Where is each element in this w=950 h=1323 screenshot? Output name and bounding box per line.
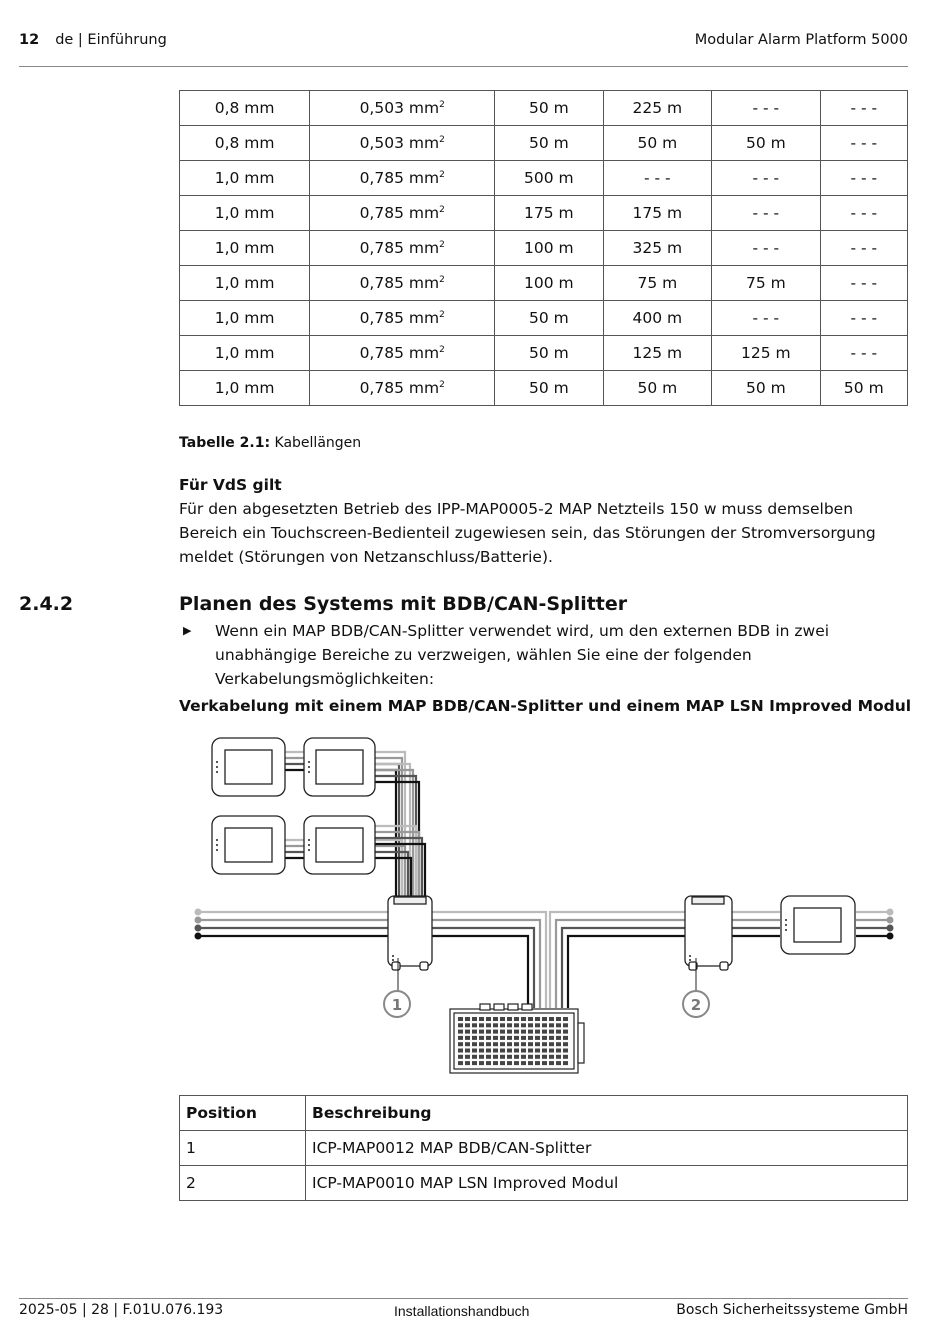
table-cell [310,266,495,301]
module-slot [549,1055,554,1059]
cell-value: 125 m [632,344,683,362]
module-slot [556,1036,561,1040]
module-slot [500,1023,505,1027]
table-cell [180,231,310,266]
module-slot [458,1030,463,1034]
module-slot [479,1017,484,1021]
cell-value: 0,785 mm [359,344,440,362]
header-product: Modular Alarm Platform 5000 [694,32,908,48]
module-slot [542,1042,547,1046]
table-cell [180,266,310,301]
module-slot [500,1030,505,1034]
table-cell [712,336,821,371]
table-cell [603,161,712,196]
cell-value: 175 m [632,204,683,222]
module-slot [549,1036,554,1040]
module-slot [458,1036,463,1040]
module-slot [465,1030,470,1034]
module-slot [458,1023,463,1027]
module-slot [514,1061,519,1065]
cell-value: - - - [850,344,878,362]
module-slot [486,1055,491,1059]
caption-label: Tabelle 2.1: [179,435,271,451]
footer-center: Installationshandbuch [394,1303,530,1319]
table-cell [603,336,712,371]
module-slot [563,1049,568,1053]
cell-value: 1,0 mm [214,344,275,362]
module-slot [458,1055,463,1059]
module-slot [507,1023,512,1027]
module-slot [479,1030,484,1034]
module-slot [549,1023,554,1027]
module-slot [528,1042,533,1046]
cell-value: - - - [850,204,878,222]
module-slot [521,1049,526,1053]
table-row [180,196,908,231]
table-cell [820,161,907,196]
module-slot [472,1061,477,1065]
module-slot [479,1049,484,1053]
module-slot [465,1042,470,1046]
cell-value: 1,0 mm [214,309,275,327]
module-slot [542,1036,547,1040]
module-slot [493,1042,498,1046]
table-cell [495,336,604,371]
cell-value: 1,0 mm [214,204,275,222]
module-slot [500,1049,505,1053]
module-slot [535,1055,540,1059]
cell-value: 500 m [524,169,574,187]
module-slot [556,1061,561,1065]
table-cell [820,371,907,406]
module-slot [563,1030,568,1034]
table-row [180,336,908,371]
cell-value: 100 m [524,274,574,292]
cell-value: 325 m [632,239,683,257]
module-slot [500,1042,505,1046]
position-table-header [180,1096,908,1131]
cell-value: 0,785 mm [359,379,440,397]
cable-length-table [179,90,908,406]
table-cell [180,161,310,196]
superscript: 2 [439,239,445,250]
module-slot [563,1055,568,1059]
module-slot [507,1055,512,1059]
module-slot [542,1055,547,1059]
module-slot [472,1023,477,1027]
footer-left: 2025-05 | 28 | F.01U.076.193 [19,1302,224,1318]
module-slot [465,1023,470,1027]
description-cell: ICP-MAP0010 MAP LSN Improved Modul [306,1166,908,1201]
table-cell [310,91,495,126]
module-slot [535,1042,540,1046]
cell-value: 1,0 mm [214,379,275,397]
cell-value: 125 m [741,344,791,362]
table-cell [495,266,604,301]
module-slot [507,1017,512,1021]
module-slot [500,1036,505,1040]
cell-value: - - - [752,309,780,327]
table-row [180,266,908,301]
module-slot [458,1049,463,1053]
module-slot [493,1030,498,1034]
cell-value: - - - [752,99,780,117]
table-row [180,301,908,336]
bullet-text: Wenn ein MAP BDB/CAN-Splitter verwendet wird, um den externen BDB in zwei unabhängige Bereiche zu verzweigen, wählen Sie eine der folgenden Verkabelungsmöglichkeiten: [215,622,830,688]
table-cell [712,231,821,266]
module-slot [500,1017,505,1021]
table-cell [820,231,907,266]
table-cell [712,266,821,301]
module-slot [514,1055,519,1059]
module-slot [486,1049,491,1053]
table-cell [180,301,310,336]
module-slot [507,1042,512,1046]
module-slot [486,1030,491,1034]
description-header: Beschreibung [306,1096,908,1131]
position-cell: 2 [180,1166,306,1201]
table-row [180,1166,908,1201]
table-cell [603,301,712,336]
module-slot [521,1023,526,1027]
table-cell [495,161,604,196]
module-slot [549,1042,554,1046]
table-cell [603,91,712,126]
module-slot [563,1036,568,1040]
module-slot [514,1023,519,1027]
cell-value: 1,0 mm [214,274,275,292]
module-slot [549,1049,554,1053]
module-slot [507,1049,512,1053]
table-cell [310,336,495,371]
cell-value: 0,785 mm [359,274,440,292]
module-slot [472,1017,477,1021]
cell-value: 50 m [745,379,786,397]
table-cell [495,371,604,406]
module-slot [486,1017,491,1021]
table-cell [712,371,821,406]
module-slot [479,1055,484,1059]
table-cell [712,91,821,126]
description-cell: ICP-MAP0012 MAP BDB/CAN-Splitter [306,1131,908,1166]
page-header [19,32,908,48]
module-slot [528,1017,533,1021]
module-slot [500,1055,505,1059]
cell-value: 50 m [528,134,569,152]
module-slot [542,1049,547,1053]
module-slot [486,1042,491,1046]
page-footer [19,1302,908,1318]
module-slot [521,1061,526,1065]
superscript: 2 [439,204,445,215]
module-slot [472,1036,477,1040]
module-slot [556,1023,561,1027]
module-slot [507,1030,512,1034]
cell-value: - - - [752,239,780,257]
module-slot [465,1049,470,1053]
module-slot [528,1061,533,1065]
cell-value: - - - [850,169,878,187]
cell-value: - - - [850,99,878,117]
module-slot [458,1042,463,1046]
cell-value: 50 m [528,309,569,327]
table-cell [310,161,495,196]
cell-value: 75 m [745,274,786,292]
module-slot [521,1036,526,1040]
table-cell [495,126,604,161]
module-slot [549,1030,554,1034]
cell-value: 400 m [632,309,683,327]
wiring-diagram [180,728,900,1083]
table-cell [180,126,310,161]
table-cell [820,336,907,371]
module-slot [528,1049,533,1053]
table-cell [310,126,495,161]
header-rule [19,66,908,67]
module-slot [556,1030,561,1034]
module-slot [556,1055,561,1059]
module-slot [521,1055,526,1059]
module-slot [507,1061,512,1065]
module-slot [507,1036,512,1040]
section-number: 2.4.2 [19,593,74,615]
module-slot [514,1049,519,1053]
superscript: 2 [439,99,445,110]
module-slot [542,1030,547,1034]
cell-value: 50 m [637,134,678,152]
table-cell [603,196,712,231]
table-row [180,91,908,126]
module-slot [542,1017,547,1021]
cell-value: - - - [752,204,780,222]
wiring-subheading: Verkabelung mit einem MAP BDB/CAN-Splitter und einem MAP LSN Improved Modul [179,697,912,715]
module-slot [486,1036,491,1040]
module-slot [549,1061,554,1065]
table-cell [495,196,604,231]
table-row [180,231,908,266]
module-slot [472,1055,477,1059]
module-slot [535,1049,540,1053]
superscript: 2 [439,344,445,355]
module-slot [458,1017,463,1021]
table-cell [712,161,821,196]
cell-value: 0,785 mm [359,309,440,327]
table-cell [310,231,495,266]
cell-value: 0,785 mm [359,169,440,187]
cell-value: - - - [752,169,780,187]
module-slot [465,1061,470,1065]
table-cell [495,91,604,126]
table-cell [603,231,712,266]
table-cell [310,301,495,336]
module-slot [528,1030,533,1034]
table-cell [603,126,712,161]
table-cell [180,196,310,231]
table-cell [603,371,712,406]
module-slot [514,1030,519,1034]
triangle-right-icon: ▶ [183,624,192,637]
table-cell [820,266,907,301]
superscript: 2 [439,134,445,145]
table-cell [820,91,907,126]
cell-value: 100 m [524,239,574,257]
module-slot [486,1023,491,1027]
superscript: 2 [439,274,445,285]
module-slot [535,1030,540,1034]
callout-1-label: 1 [391,996,403,1014]
cell-value: 0,503 mm [359,99,440,117]
module-slot [514,1017,519,1021]
table-cell [310,371,495,406]
module-slot [472,1049,477,1053]
module-slot [528,1036,533,1040]
module-slot [521,1030,526,1034]
position-header: Position [180,1096,306,1131]
table-cell [712,126,821,161]
module-slot [514,1036,519,1040]
table-cell [495,301,604,336]
cell-value: - - - [850,309,878,327]
cell-value: 0,8 mm [214,134,275,152]
cell-value: 75 m [637,274,678,292]
module-slot [493,1036,498,1040]
table-cell [712,301,821,336]
cell-value: 50 m [637,379,678,397]
module-slot [535,1017,540,1021]
module-slot [465,1055,470,1059]
cell-value: 175 m [524,204,574,222]
table-cell [180,371,310,406]
cell-value: 225 m [632,99,683,117]
module-slot [486,1061,491,1065]
cell-value: 50 m [843,379,884,397]
module-slot [493,1055,498,1059]
table-cell [820,196,907,231]
footer-rule [19,1298,908,1299]
caption-text: Kabellängen [270,435,362,451]
table-cell [712,196,821,231]
cell-value: 1,0 mm [214,169,275,187]
module-slot [563,1042,568,1046]
module-slot [542,1061,547,1065]
table-cell [180,91,310,126]
cell-value: 0,8 mm [214,99,275,117]
superscript: 2 [439,169,445,180]
table-row [180,1131,908,1166]
cell-value: 50 m [528,379,569,397]
vds-note [179,473,899,569]
position-cell: 1 [180,1131,306,1166]
cell-value: 50 m [528,344,569,362]
superscript: 2 [439,379,445,390]
section-title: Planen des Systems mit BDB/CAN-Splitter [179,593,628,615]
cell-value: - - - [850,239,878,257]
module-slot [465,1017,470,1021]
cell-value: 0,503 mm [359,134,440,152]
module-slot [535,1036,540,1040]
cell-value: - - - [850,134,878,152]
position-table [179,1095,908,1201]
table-cell [180,336,310,371]
footer-right: Bosch Sicherheitssysteme GmbH [676,1302,908,1318]
module-slot [528,1055,533,1059]
vds-heading: Für VdS gilt [179,476,282,494]
module-slot [479,1042,484,1046]
module-slot [479,1023,484,1027]
table-cell [310,196,495,231]
module-slot [458,1061,463,1065]
module-slot [493,1023,498,1027]
cell-value: 0,785 mm [359,204,440,222]
module-slot [542,1023,547,1027]
page-number: 12 [19,32,40,48]
module-slot [535,1061,540,1065]
module-slot [535,1023,540,1027]
cell-value: - - - [644,169,671,187]
cell-value: 50 m [745,134,786,152]
module-slot [563,1017,568,1021]
module-slot [514,1042,519,1046]
module-slot [521,1017,526,1021]
module-slot [556,1049,561,1053]
module-slot [521,1042,526,1046]
module-slot [472,1030,477,1034]
module-slot [500,1061,505,1065]
callout-2-label: 2 [690,996,702,1014]
table-cell [495,231,604,266]
module-slot [493,1061,498,1065]
table-caption [179,435,361,451]
module-slot [493,1049,498,1053]
module-slot [563,1061,568,1065]
table-row [180,126,908,161]
cell-value: 1,0 mm [214,239,275,257]
table-cell [603,266,712,301]
table-row [180,161,908,196]
module-slot [493,1017,498,1021]
module-slot [465,1036,470,1040]
header-section: de | Einführung [55,32,167,48]
module-slot [556,1017,561,1021]
vds-text: Für den abgesetzten Betrieb des IPP-MAP0005-2 MAP Netzteils 150 w muss demselben Bereich ein Touchscreen-Bedienteil zugewiesen sein, das Störungen der Stromversorgung meldet (Störungen von Netzanschluss/Batterie). [179,500,876,566]
module-slot [549,1017,554,1021]
table-row [180,371,908,406]
superscript: 2 [439,309,445,320]
module-slot [528,1023,533,1027]
table-cell [820,301,907,336]
module-slot [472,1042,477,1046]
module-slot [556,1042,561,1046]
cell-value: 0,785 mm [359,239,440,257]
table-cell [820,126,907,161]
module-slot [479,1061,484,1065]
cell-value: 50 m [528,99,569,117]
cell-value: - - - [850,274,878,292]
module-slot [479,1036,484,1040]
module-slot [563,1023,568,1027]
